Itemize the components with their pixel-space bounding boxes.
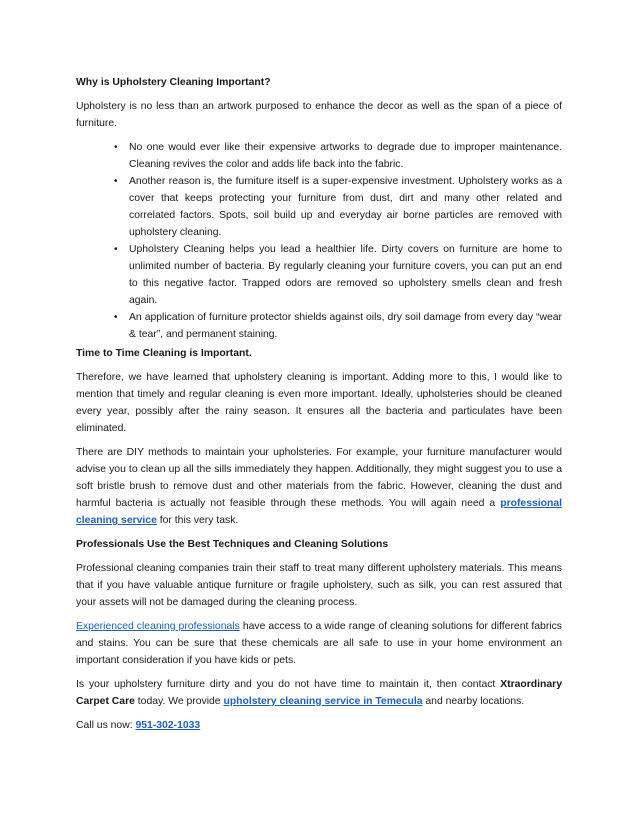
bullet-icon: • [114, 176, 118, 187]
professional-companies-paragraph: Professional cleaning companies train their staff to treat many different upholstery materials. This means that if you have valuable antique furniture or fragile upholstery, such as silk, you can rest assured that your assets will not be damaged during the cleaning process. [76, 563, 562, 608]
contact-text: Is your upholstery furniture dirty and you do not have time to maintain it, then contact [76, 679, 501, 690]
list-item-text: Upholstery Cleaning helps you lead a healthier life. Dirty covers on furniture are home to unlimited number of bacteria. By regularly cleaning your furniture covers, you can put an end to this negative factor. Trapped odors are removed so upholstery smells clean and fresh again. [129, 244, 562, 306]
list-item [114, 173, 562, 241]
list-item [114, 241, 562, 309]
bullet-list [76, 139, 562, 343]
contact-paragraph [76, 676, 562, 710]
timely-cleaning-paragraph: Therefore, we have learned that upholstery cleaning is important. Adding more to this, I would like to mention that timely and regular cleaning is even more important. Ideally, upholsteries should be cleaned every year, possibly after the rainy season. It ensures all the bacteria and particulates have been eliminated. [76, 372, 562, 434]
list-item-text: Another reason is, the furniture itself is a super-expensive investment. Upholstery works as a cover that keeps protecting your furniture from dust, dirt and many other related and correlated factors. Spots, soil build up and everyday air borne particles are removed with upholstery cleaning. [129, 176, 562, 238]
professional-cleaning-service-link[interactable]: professional cleaning service [76, 498, 562, 526]
list-item [114, 139, 562, 173]
call-label: Call us now: [76, 720, 136, 731]
diy-text: There are DIY methods to maintain your upholsteries. For example, your furniture manufacturer would advise you to clean up all the sills immediately they happen. Additionally, they might suggest you to use a soft bristle brush to remove dust and other materials from the fabric. However, cleaning the dust and harmful bacteria is actually not feasible through these methods. You will again need a [76, 447, 562, 509]
call-us-line [76, 717, 562, 734]
list-item-text: No one would ever like their expensive artworks to degrade due to improper maintenance. Cleaning revives the color and adds life back into the fabric. [129, 142, 562, 170]
bullet-icon: • [114, 312, 118, 323]
section-heading-time: Time to Time Cleaning is Important. [76, 348, 252, 359]
section-heading-professionals: Professionals Use the Best Techniques and Cleaning Solutions [76, 539, 389, 550]
phone-number-link[interactable]: 951-302-1033 [135, 720, 201, 731]
experienced-professionals-link[interactable]: Experienced cleaning professionals [76, 621, 240, 632]
cleaning-solutions-paragraph [76, 618, 562, 669]
list-item [114, 309, 562, 343]
contact-text-end: and nearby locations. [422, 696, 525, 707]
section-heading-why: Why is Upholstery Cleaning Important? [76, 77, 271, 88]
list-item-text: An application of furniture protector shields against oils, dry soil damage from every day “wear & tear”, and permanent staining. [129, 312, 562, 340]
upholstery-cleaning-temecula-link[interactable]: upholstery cleaning service in Temecula [223, 696, 423, 707]
diy-text-end: for this very task. [156, 515, 239, 526]
contact-text-middle: today. We provide [134, 696, 224, 707]
diy-methods-paragraph [76, 444, 562, 529]
bullet-icon: • [114, 142, 118, 153]
bullet-icon: • [114, 244, 118, 255]
cleaning-solutions-text: have access to a wide range of cleaning solutions for different fabrics and stains. You can be sure that these chemicals are all safe to use in your home environment an important consideration if you have kids or pets. [76, 621, 562, 666]
company-name: Xtraordinary Carpet Care [76, 679, 562, 707]
intro-paragraph: Upholstery is no less than an artwork purposed to enhance the decor as well as the span of a piece of furniture. [76, 101, 562, 129]
